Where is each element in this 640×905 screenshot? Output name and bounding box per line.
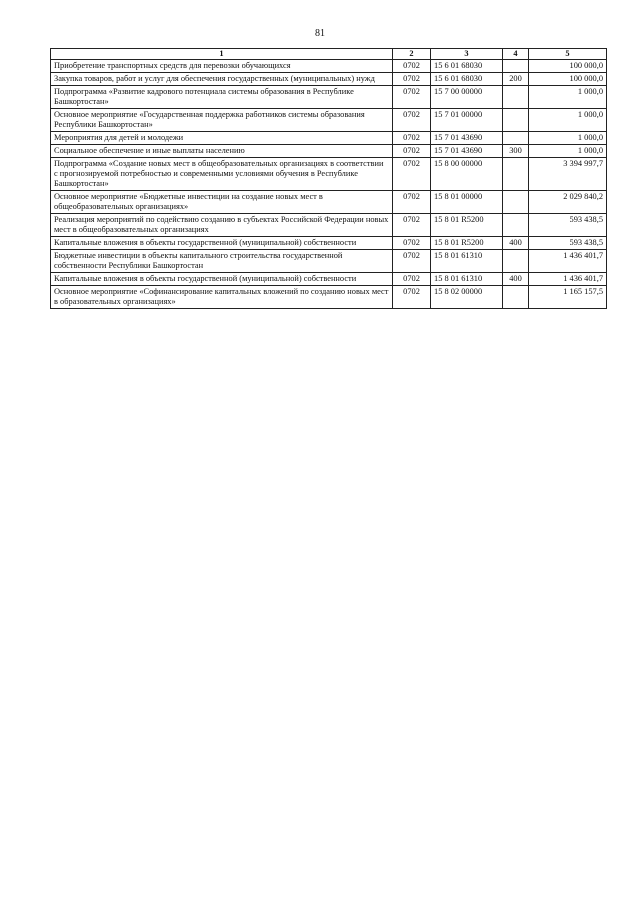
expense-type-cell [503, 191, 529, 214]
target-code-cell: 15 6 01 68030 [431, 60, 503, 73]
row-name-cell: Основное мероприятие «Государственная поддержка работников системы образования Республики Башкортостан» [51, 109, 393, 132]
section-code-cell: 0702 [393, 109, 431, 132]
row-name-cell: Капитальные вложения в объекты государственной (муниципальной) собственности [51, 273, 393, 286]
amount-cell: 1 165 157,5 [529, 286, 607, 309]
target-code-cell: 15 8 01 R5200 [431, 237, 503, 250]
section-code-cell: 0702 [393, 191, 431, 214]
amount-cell: 1 000,0 [529, 132, 607, 145]
amount-cell: 593 438,5 [529, 214, 607, 237]
row-name-cell: Основное мероприятие «Бюджетные инвестиции на создание новых мест в общеобразовательных организациях» [51, 191, 393, 214]
column-header: 4 [503, 49, 529, 60]
amount-cell: 1 436 401,7 [529, 250, 607, 273]
page-number: 81 [315, 28, 325, 39]
target-code-cell: 15 8 01 61310 [431, 250, 503, 273]
expense-type-cell: 200 [503, 73, 529, 86]
target-code-cell: 15 8 02 00000 [431, 286, 503, 309]
expense-type-cell [503, 286, 529, 309]
amount-cell: 593 438,5 [529, 237, 607, 250]
expense-type-cell [503, 86, 529, 109]
section-code-cell: 0702 [393, 73, 431, 86]
amount-cell: 1 000,0 [529, 109, 607, 132]
row-name-cell: Социальное обеспечение и иные выплаты населению [51, 145, 393, 158]
target-code-cell: 15 7 01 00000 [431, 109, 503, 132]
section-code-cell: 0702 [393, 273, 431, 286]
target-code-cell: 15 7 01 43690 [431, 145, 503, 158]
amount-cell: 1 000,0 [529, 145, 607, 158]
budget-table [50, 48, 607, 309]
expense-type-cell [503, 250, 529, 273]
section-code-cell: 0702 [393, 250, 431, 273]
table-row [51, 286, 607, 309]
table-row [51, 250, 607, 273]
table-row [51, 109, 607, 132]
target-code-cell: 15 6 01 68030 [431, 73, 503, 86]
row-name-cell: Мероприятия для детей и молодежи [51, 132, 393, 145]
section-code-cell: 0702 [393, 60, 431, 73]
row-name-cell: Реализация мероприятий по содействию созданию в субъектах Российской Федерации новых мест в общеобразовательных организациях [51, 214, 393, 237]
table-row [51, 191, 607, 214]
row-name-cell: Подпрограмма «Развитие кадрового потенциала системы образования в Республике Башкортостан» [51, 86, 393, 109]
row-name-cell: Капитальные вложения в объекты государственной (муниципальной) собственности [51, 237, 393, 250]
section-code-cell: 0702 [393, 237, 431, 250]
column-header: 5 [529, 49, 607, 60]
section-code-cell: 0702 [393, 145, 431, 158]
column-header: 3 [431, 49, 503, 60]
row-name-cell: Закупка товаров, работ и услуг для обеспечения государственных (муниципальных) нужд [51, 73, 393, 86]
table-row [51, 86, 607, 109]
expense-type-cell: 400 [503, 237, 529, 250]
section-code-cell: 0702 [393, 132, 431, 145]
target-code-cell: 15 7 01 43690 [431, 132, 503, 145]
expense-type-cell [503, 132, 529, 145]
row-name-cell: Основное мероприятие «Софинансирование капитальных вложений по созданию новых мест в образовательных организациях» [51, 286, 393, 309]
table-row [51, 60, 607, 73]
section-code-cell: 0702 [393, 158, 431, 191]
section-code-cell: 0702 [393, 214, 431, 237]
expense-type-cell: 300 [503, 145, 529, 158]
target-code-cell: 15 7 00 00000 [431, 86, 503, 109]
target-code-cell: 15 8 01 00000 [431, 191, 503, 214]
table-row [51, 214, 607, 237]
row-name-cell: Приобретение транспортных средств для перевозки обучающихся [51, 60, 393, 73]
table-row [51, 73, 607, 86]
amount-cell: 2 029 840,2 [529, 191, 607, 214]
table-row [51, 145, 607, 158]
target-code-cell: 15 8 01 R5200 [431, 214, 503, 237]
expense-type-cell [503, 109, 529, 132]
amount-cell: 3 394 997,7 [529, 158, 607, 191]
expense-type-cell: 400 [503, 273, 529, 286]
amount-cell: 100 000,0 [529, 73, 607, 86]
row-name-cell: Подпрограмма «Создание новых мест в общеобразовательных организациях в соответствии с прогнозируемой потребностью и современными условиями обучения в Республике Башкортостан» [51, 158, 393, 191]
row-name-cell: Бюджетные инвестиции в объекты капитального строительства государственной собственности Республики Башкортостан [51, 250, 393, 273]
amount-cell: 1 000,0 [529, 86, 607, 109]
table-header-row [51, 49, 607, 60]
amount-cell: 100 000,0 [529, 60, 607, 73]
target-code-cell: 15 8 01 61310 [431, 273, 503, 286]
expense-type-cell [503, 158, 529, 191]
table-row [51, 237, 607, 250]
section-code-cell: 0702 [393, 86, 431, 109]
column-header: 1 [51, 49, 393, 60]
expense-type-cell [503, 60, 529, 73]
table-row [51, 158, 607, 191]
section-code-cell: 0702 [393, 286, 431, 309]
expense-type-cell [503, 214, 529, 237]
table-row [51, 132, 607, 145]
table-row [51, 273, 607, 286]
column-header: 2 [393, 49, 431, 60]
target-code-cell: 15 8 00 00000 [431, 158, 503, 191]
amount-cell: 1 436 401,7 [529, 273, 607, 286]
table-body [51, 60, 607, 309]
